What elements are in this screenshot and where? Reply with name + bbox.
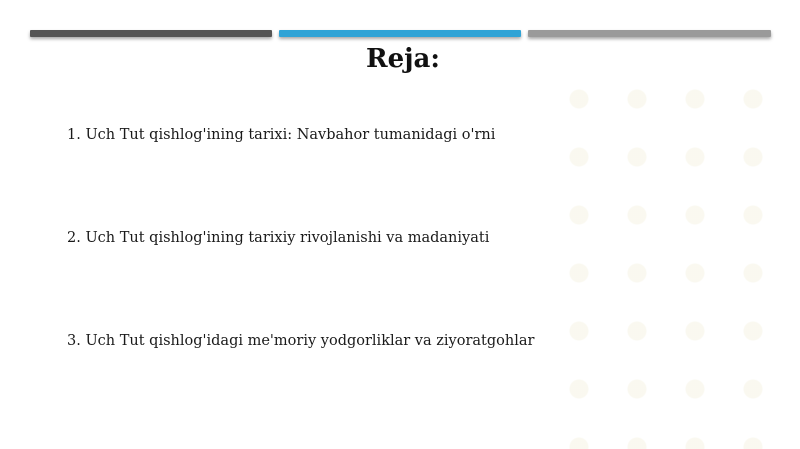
background-pattern: [540, 60, 800, 449]
header-bar-dark: [30, 30, 272, 37]
header-bar-blue: [279, 30, 521, 37]
header-bar-gray: [528, 30, 771, 37]
plan-item-2: 2. Uch Tut qishlog'ining tarixiy rivojlanishi va madaniyati: [67, 230, 490, 246]
header-bars: [0, 0, 800, 40]
plan-item-3: 3. Uch Tut qishlog'idagi me'moriy yodgorliklar va ziyoratgohlar: [67, 333, 535, 349]
plan-item-1: 1. Uch Tut qishlog'ining tarixi: Navbahor tumanidagi o'rni: [67, 127, 496, 143]
slide-title: Reja:: [365, 44, 440, 74]
